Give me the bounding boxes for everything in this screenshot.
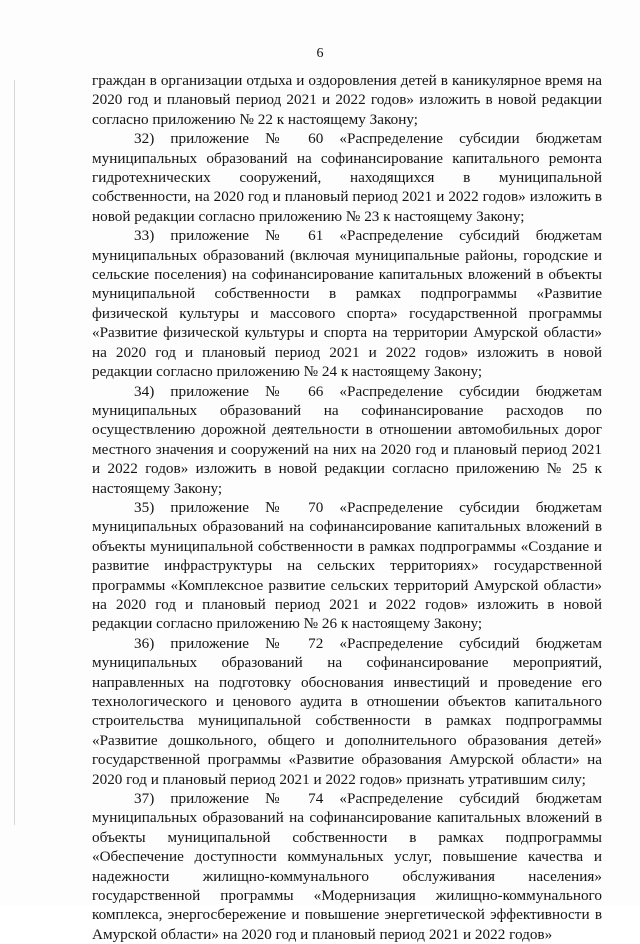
- paragraph-item-36: 36) приложение № 72 «Распределение субсидий бюджетам муниципальных образований на софинансирование мероприятий, направленных на подготовку обоснования инвестиций и проведение его технологического и ценового аудита в отношении объектов капитального строительства муниципальной собственности в рамках подпрограммы «Развитие дошкольного, общего и дополнительного образования детей» государственной программы «Развитие образования Амурской области» на 2020 год и плановый период 2021 и 2022 годов» признать утратившим силу;: [92, 634, 602, 788]
- document-body: [92, 71, 602, 944]
- paragraph-item-37: 37) приложение № 74 «Распределение субсидий бюджетам муниципальных образований на софинансирование капитальных вложений в объекты муниципальной собственности в рамках подпрограммы «Обеспечение доступности коммунальных услуг, повышение качества и надежности жилищно-коммунального обслуживания населения» государственной программы «Модернизация жилищно-коммунального комплекса, энергосбережение и повышение энергетической эффективности в Амурской области» на 2020 год и плановый период 2021 и 2022 годов»: [92, 790, 602, 943]
- scan-edge-line: [14, 80, 15, 825]
- page-number: 6: [316, 46, 324, 61]
- paragraph-item-34: 34) приложение № 66 «Распределение субсидии бюджетам муниципальных образований на софинансирование расходов по осуществлению дорожной деятельности в отношении автомобильных дорог местного значения и сооружений на них на 2020 год и плановый период 2021 и 2022 годов» изложить в новой редакции согласно приложению № 25 к настоящему Закону;: [92, 382, 602, 497]
- paragraph-item-33: 33) приложение № 61 «Распределение субсидий бюджетам муниципальных образований (включая муниципальные районы, городские и сельские поселения) на софинансирование капитальных вложений в объекты муниципальной собственности в рамках подпрограммы «Развитие физической культуры и массового спорта» государственной программы «Развитие физической культуры и спорта на территории Амурской области» на 2020 год и плановый период 2021 и 2022 годов» изложить в новой редакции согласно приложению № 24 к настоящему Закону;: [92, 227, 602, 381]
- paragraph-continuation: граждан в организации отдыха и оздоровления детей в каникулярное время на 2020 год и плановый период 2021 и 2022 годов» изложить в новой редакции согласно приложению № 22 к настоящему Закону;: [92, 72, 602, 128]
- paragraph-item-32: 32) приложение № 60 «Распределение субсидии бюджетам муниципальных образований на софинансирование капитального ремонта гидротехнических сооружений, находящихся в муниципальной собственности, на 2020 год и плановый период 2021 и 2022 годов» изложить в новой редакции согласно приложению № 23 к настоящему Закону;: [92, 130, 602, 225]
- paragraph-item-35: 35) приложение № 70 «Распределение субсидии бюджетам муниципальных образований на софинансирование капитальных вложений в объекты муниципальной собственности в рамках подпрограммы «Создание и развитие инфраструктуры на сельских территориях» государственной программы «Комплексное развитие сельских территорий Амурской области» на 2020 год и плановый период 2021 и 2022 годов» изложить в новой редакции согласно приложению № 26 к настоящему Закону;: [92, 498, 602, 633]
